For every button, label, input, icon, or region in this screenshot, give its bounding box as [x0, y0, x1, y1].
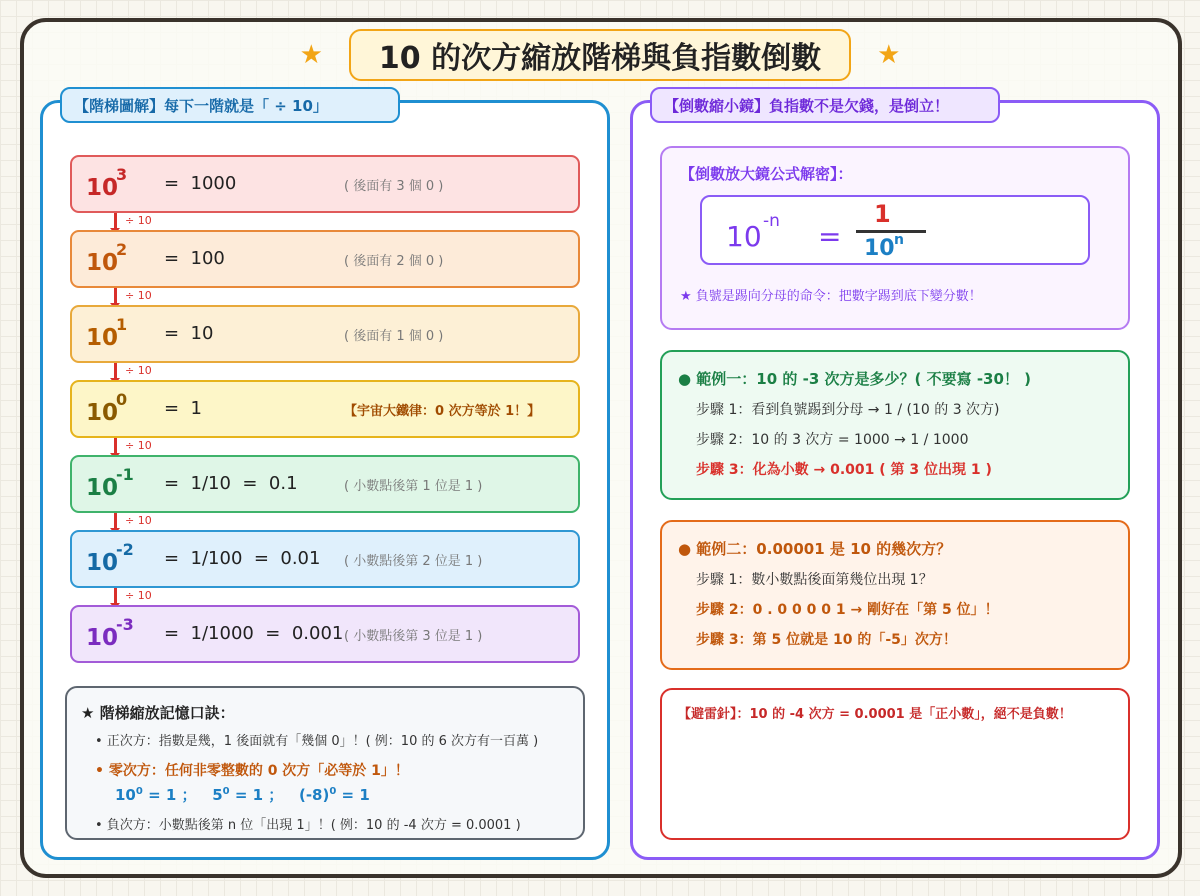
formula-fraction-bar: [856, 230, 926, 233]
step-exponent: 1: [116, 315, 128, 334]
step-exponent: -2: [116, 540, 134, 559]
step-value: = 1000: [164, 173, 237, 194]
divide-ten-label: ÷ 10: [125, 364, 152, 377]
down-arrow-icon: [114, 363, 117, 380]
step-note: ( 小數點後第 3 位是 1 ): [344, 629, 483, 644]
ladder-step: [70, 455, 580, 513]
divide-ten-label: ÷ 10: [125, 289, 152, 302]
down-arrow-icon: [114, 588, 117, 605]
example-two-step2: 步驟 2：0 . 0 0 0 0 1 → 剛好在「第 5 位」！: [696, 602, 999, 618]
step-note: ( 後面有 3 個 0 ): [344, 179, 444, 194]
step-value: = 1/10 = 0.1: [164, 473, 298, 494]
example-one-title: ● 範例一：10 的 -3 次方是多少？( 不要寫 -30！ ): [678, 370, 1031, 388]
step-base: 10: [86, 175, 119, 201]
step-base: 10: [86, 625, 119, 651]
memo-zero-examples: $10^0 = 1$ ； $5^0 = 1$ ； $(-8)^0 = 1$: [115, 786, 370, 804]
step-value: = 1/1000 = 0.001: [164, 623, 344, 644]
formula-note: ★ 負號是踢向分母的命令：把數字踢到底下變分數！: [680, 289, 982, 304]
divide-ten-label: ÷ 10: [125, 214, 152, 227]
ladder-panel-tag: 【階梯圖解】每下一階就是「 ÷ 10」: [60, 87, 400, 123]
step-exponent: -3: [116, 615, 134, 634]
down-arrow-icon: [114, 213, 117, 230]
ladder-step: [70, 380, 580, 438]
example-one-step3: 步驟 3：化為小數 → 0.001 ( 第 3 位出現 1 ): [696, 462, 992, 478]
step-base: 10: [86, 550, 119, 576]
ladder-step: [70, 230, 580, 288]
memo-negative-rule: • 負次方：小數點後第 n 位「出現 1」！( 例：10 的 -4 次方 = 0.0001 ): [95, 818, 521, 833]
step-base: 10: [86, 250, 119, 276]
example-two-step1: 步驟 1：數小數點後面第幾位出現 1？: [696, 572, 933, 588]
memo-zero-rule: • 零次方：任何非零整數的 0 次方「必等於 1」！: [95, 763, 409, 779]
ladder-step: [70, 605, 580, 663]
formula-equals: =: [818, 220, 842, 253]
reciprocal-panel-tag: 【倒數縮小鏡】負指數不是欠錢，是倒立！: [650, 87, 1000, 123]
step-value: = 100: [164, 248, 225, 269]
step-note: ( 小數點後第 2 位是 1 ): [344, 554, 483, 569]
ladder-step: [70, 530, 580, 588]
step-base: 10: [86, 325, 119, 351]
step-value: = 1: [164, 398, 202, 419]
formula-exponent: -n: [763, 211, 780, 231]
step-value: = 10: [164, 323, 214, 344]
step-value: = 1/100 = 0.01: [164, 548, 321, 569]
step-base: 10: [86, 475, 119, 501]
formula-denominator-exponent: n: [894, 232, 904, 248]
memo-positive-rule: • 正次方：指數是幾，1 後面就有「幾個 0」！( 例：10 的 6 次方有一百萬 ): [95, 734, 539, 749]
example-one-step1: 步驟 1：看到負號踢到分母 → 1 / (10 的 3 次方): [696, 402, 1000, 418]
ladder-step: [70, 305, 580, 363]
page-title: 10 的次方縮放階梯與負指數倒數: [349, 29, 851, 81]
ladder-step: [70, 155, 580, 213]
down-arrow-icon: [114, 438, 117, 455]
divide-ten-label: ÷ 10: [125, 589, 152, 602]
formula-numerator: 1: [874, 200, 891, 228]
formula-base: 10: [726, 220, 762, 253]
title-star-icon-left: ★: [299, 40, 323, 70]
step-note: ( 小數點後第 1 位是 1 ): [344, 479, 483, 494]
formula-denominator-base: 10: [864, 236, 895, 261]
step-note: ( 後面有 2 個 0 ): [344, 254, 444, 269]
step-exponent: 0: [116, 390, 128, 409]
step-note: 【宇宙大鐵律：0 次方等於 1！】: [344, 404, 541, 419]
formula-title: 【倒數放大鏡公式解密】：: [680, 165, 853, 183]
title-star-icon-right: ★: [877, 40, 901, 70]
step-note: ( 後面有 1 個 0 ): [344, 329, 444, 344]
divide-ten-label: ÷ 10: [125, 514, 152, 527]
step-exponent: 3: [116, 165, 128, 184]
title-area: [0, 28, 1200, 82]
divide-ten-label: ÷ 10: [125, 439, 152, 452]
example-one-step2: 步驟 2：10 的 3 次方 = 1000 → 1 / 1000: [696, 432, 969, 448]
step-exponent: 2: [116, 240, 128, 259]
example-two-step3: 步驟 3：第 5 位就是 10 的「-5」次方！: [696, 632, 957, 648]
step-exponent: -1: [116, 465, 134, 484]
memory-tips-box: [65, 686, 585, 840]
warning-text: 【避雷針】：10 的 -4 次方 = 0.0001 是「正小數」，絕不是負數！: [678, 707, 1072, 722]
example-two-title: ● 範例二：0.00001 是 10 的幾次方？: [678, 540, 952, 558]
down-arrow-icon: [114, 288, 117, 305]
step-base: 10: [86, 400, 119, 426]
down-arrow-icon: [114, 513, 117, 530]
memo-title: ★ 階梯縮放記憶口訣：: [81, 704, 235, 722]
